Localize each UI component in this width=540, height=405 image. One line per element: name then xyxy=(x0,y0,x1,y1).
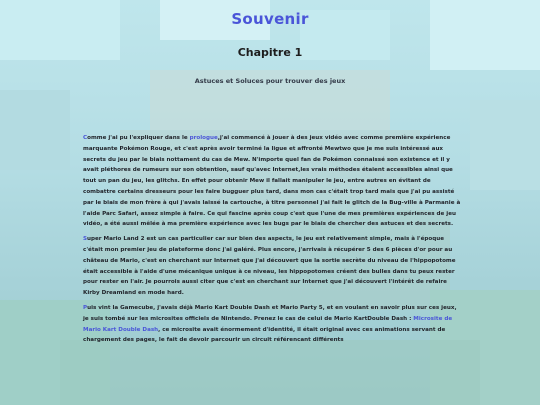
paragraph-text: , ce microsite avait énormement d'identité, il était original avec ces animations servant de chargement des pages, le fait de devoir parcourir un circuit référencant différents xyxy=(83,326,446,344)
paragraph-mario-land xyxy=(83,234,461,299)
dropcap: S xyxy=(83,236,88,243)
paragraph-text: uper Mario Land 2 est un cas particulier car sur bien des aspects, le jeu est relativement simple, mais à l'époque c'était mon premier jeu de plateforme donc j'ai galéré. Plus encore, j'arrivais à récupérer 5 des 6 pièces d'or pour au château de Mario, c'est en cherchant sur Internet que j'ai découvert que la sortie secrète du niveau de l'hippopotome était accessible à l'aide d'une mécanique unique à ce niveau, les hippopotomes créent des bulles dans tu peux rester pour rester en l'air. Je pourrois aussi citer que c'est en cherchant sur Internet que j'ai découvert l'intérêt de refaire Kirby Dreamland en mode hard. xyxy=(83,236,456,297)
article-body xyxy=(83,133,461,350)
chapter-title: Chapitre 1 xyxy=(237,46,303,59)
dropcap: C xyxy=(83,135,88,141)
paragraph-pokemon xyxy=(83,133,461,230)
microsite-link[interactable]: Microsite de Mario Kart Double Dash xyxy=(83,315,453,333)
paragraph-gamecube xyxy=(83,303,461,346)
paragraph-text: omme j'ai pu l'expliquer dans le xyxy=(87,135,190,141)
site-title[interactable]: Souvenir xyxy=(231,10,309,28)
dropcap: P xyxy=(83,304,88,311)
chapter-subtitle: Astuces et Soluces pour trouver des jeux xyxy=(194,77,346,85)
prologue-link[interactable]: prologue xyxy=(189,135,218,141)
paragraph-text: uis vint la Gamecube, j'avais déjà Mario Kart Double Dash et Mario Party 5, et en voulant en savoir plus sur ces jeux, je suis tombé sur les microsites officiels de Nintendo. Prenez le cas de celui de Mario KartDouble Dash : xyxy=(83,304,457,322)
paragraph-text: ,j'ai commencé à jouer à des jeux vidéo avec comme première expérience marquante Pokémon Rouge, et c'est après avoir terminé la ligue et affronté Mewtwo que je me suis intéressé aux secrets du jeu par le biais nottament du cas de Mew. N'importe quel fan de Pokémon connaissé son existence et il y avait pléthores de rumeurs sur son obtention, sauf qu'avec Internet,les vrais méthodes étaient accessibles ainsi que tout un pan du jeu, les glitchs. En effet pour obtenir Mew il fallait manipuler le jeu, entre autres en évitant de combattre certains dresseurs pour les faire bugguer plus tard, dans mon cas c'était trop tard mais que j'ai pu assisté par le biais de mon frère à qui j'avais laissé la cartouche, à titre personnel j'ai fait le glitch de la Bug-ville à Parmanie à l'aide Parc Safari, assez simple à faire. Ce qui fascine après coup c'est que l'une de mes premières expériences de jeu vidéo, a été aussi mêlée à ma première expérience avec les bugs par le biais de chercher des astuces et des secrets. xyxy=(83,135,461,228)
